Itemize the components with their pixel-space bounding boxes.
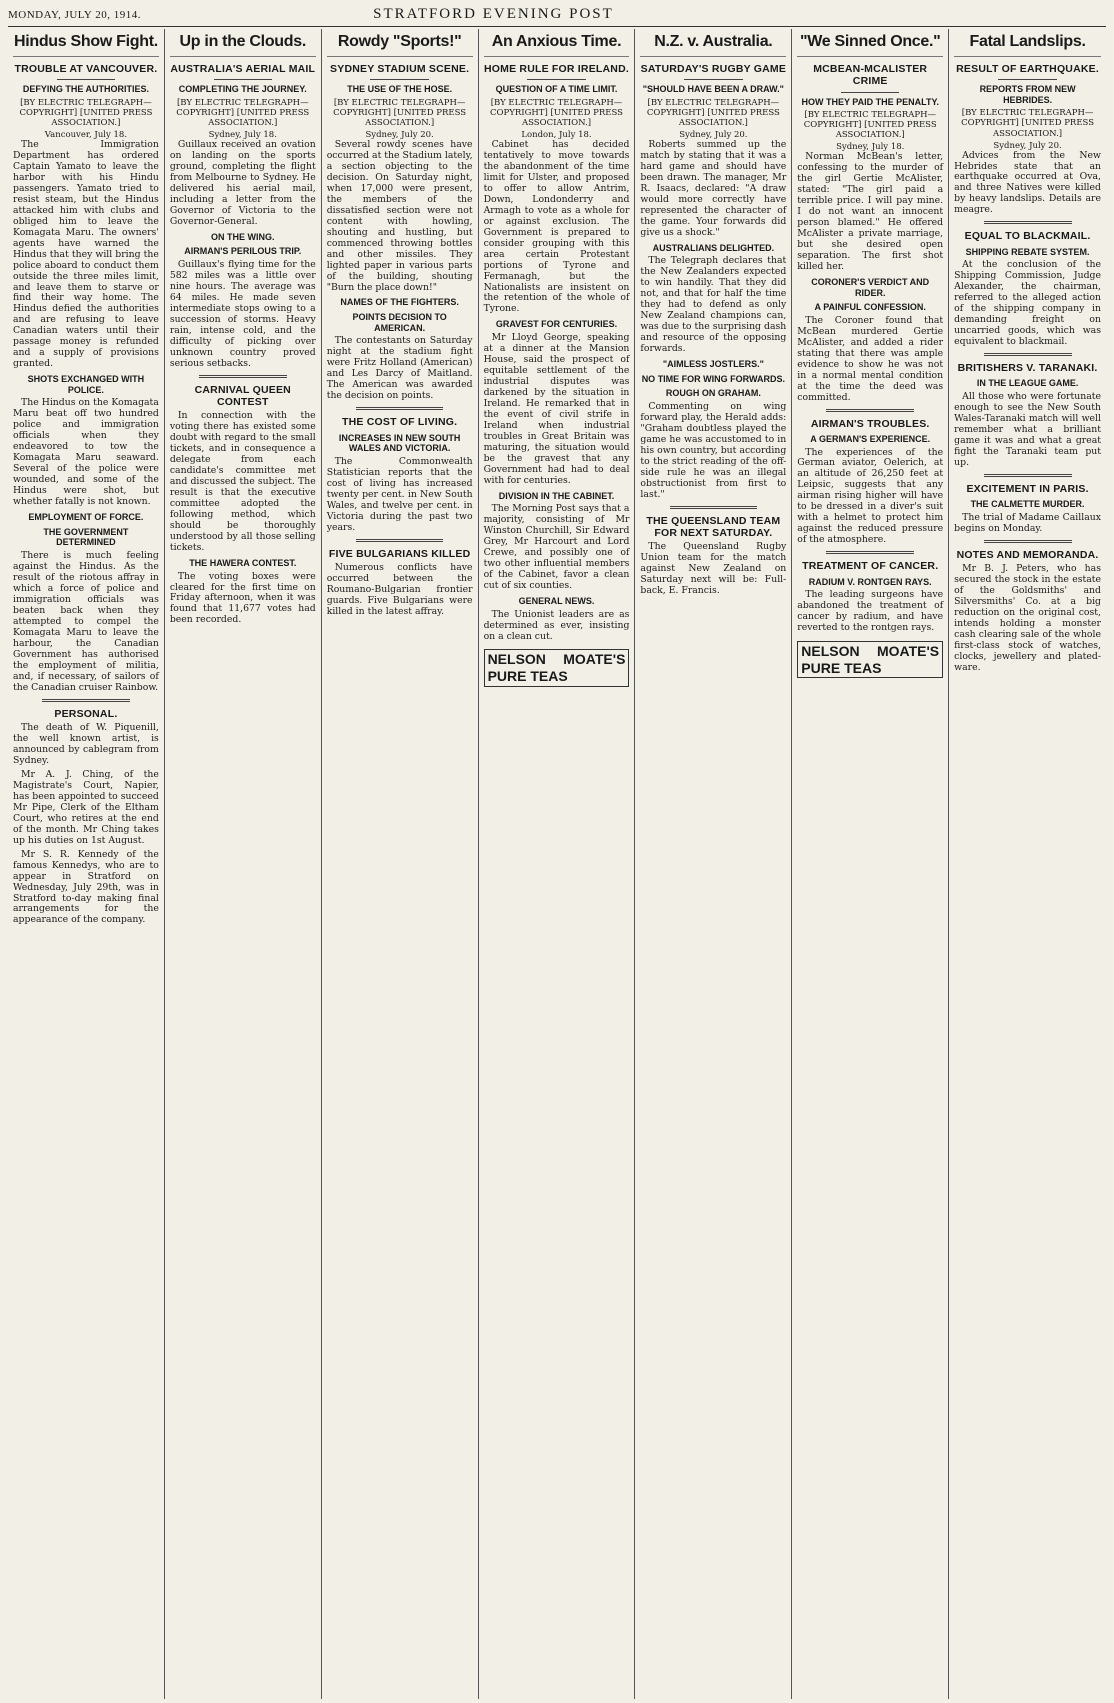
paragraph: The death of W. Piquenill, the well known artist, is announced by cablegram from Sydney. xyxy=(13,721,159,766)
dateline: London, July 18. xyxy=(521,129,592,140)
section-heading: AIRMAN'S TROUBLES. xyxy=(810,417,930,430)
paragraph: Guillaux received an ovation on landing on the sports ground, completing the flight from Melbourne to Sydney. He delivered his aerial mail, including a letter from the Governor of Victoria to the Governor-General. xyxy=(169,138,316,227)
subheading: NAMES OF THE FIGHTERS. xyxy=(340,297,459,308)
subheading: "AIMLESS JOSTLERS." xyxy=(662,358,764,369)
subheading: REPORTS FROM NEW HEBRIDES. xyxy=(979,84,1076,105)
section-heading: PERSONAL. xyxy=(54,707,118,720)
section-heading: FIVE BULGARIANS KILLED xyxy=(328,547,471,560)
paragraph: In connection with the voting there has existed some doubt with regard to the small tickets, and in consequence a delegate from each candidate's committee met and discussed the subject. The result is that the executive committee adopted the following method, which should be thoroughly understood by all those selling tickets. xyxy=(169,410,316,553)
paragraph: At the conclusion of the Shipping Commission, Judge Alexander, the chairman, referred to the alleged action of the shipping company in demanding freight on uncarried goods, which was equivalent to blackmail. xyxy=(954,259,1101,348)
subheading: THE HAWERA CONTEST. xyxy=(189,557,297,568)
subheading: TROUBLE AT VANCOUVER. xyxy=(14,62,158,75)
article-aerial-mail xyxy=(165,29,322,1699)
paragraph: Mr A. J. Ching, of the Magistrate's Court, Napier, has been appointed to succeed Mr Pipe, Clerk of the Eltham Court, who retires at the end of the month. Mr Ching takes up his duties on 1st August. xyxy=(13,768,159,846)
subheading: COMPLETING THE JOURNEY. xyxy=(178,84,307,95)
wire-credit: [BY ELECTRIC TELEGRAPH—COPYRIGHT] [UNITED PRESS ASSOCIATION.] xyxy=(961,108,1095,139)
masthead xyxy=(8,6,1106,27)
headline: Rowdy "Sports!" xyxy=(327,33,473,57)
subheading: SYDNEY STADIUM SCENE. xyxy=(330,62,470,75)
dateline: Sydney, July 20. xyxy=(679,129,748,140)
paragraph: Commenting on wing forward play, the Herald adds: "Graham doubtless played the game he was accustomed to in his own country, but according to the strict reading of the off-side rule he was an illegal obstructionist from first to last." xyxy=(640,400,787,500)
subheading: CORONER'S VERDICT AND RIDER. xyxy=(811,276,930,298)
paper-title: STRATFORD EVENING POST xyxy=(373,6,614,22)
wire-credit: [BY ELECTRIC TELEGRAPH—COPYRIGHT] [UNITED PRESS ASSOCIATION.] xyxy=(803,110,937,141)
section-heading: THE QUEENSLAND TEAM FOR NEXT SATURDAY. xyxy=(646,514,781,539)
section-heading: EQUAL TO BLACKMAIL. xyxy=(964,230,1091,243)
section-heading: EXCITEMENT IN PARIS. xyxy=(966,482,1089,495)
headline: "We Sinned Once." xyxy=(797,33,943,57)
subheading: ROUGH ON GRAHAM. xyxy=(665,388,761,399)
headline: N.Z. v. Australia. xyxy=(640,33,786,57)
subheading: INCREASES IN NEW SOUTH WALES AND VICTORIA. xyxy=(338,432,461,454)
wire-credit: [BY ELECTRIC TELEGRAPH—COPYRIGHT] [UNITED PRESS ASSOCIATION.] xyxy=(333,97,467,128)
dateline: Sydney, July 18. xyxy=(208,129,277,140)
paragraph: Cabinet has decided tentatively to move towards the abandonment of the time limit for Ulster, and proposed to offer to allow Antrim, Down, Londonderry and Armagh to vote as a whole for or against exclusion. The Government is prepared to consider grouping with this area certain Protestant portions of Tyrone and Fermanagh, but the Nationalists are insistent on the retention of the whole of Tyrone. xyxy=(483,138,630,315)
dateline: Sydney, July 20. xyxy=(365,129,434,140)
paragraph: Mr S. R. Kennedy of the famous Kennedys, who are to appear in Stratford on Wednesday, July 29th, was in Stratford to-day making final arrangements for the appearance of the company. xyxy=(13,848,159,926)
subheading: THE GOVERNMENT DETERMINED xyxy=(43,526,129,548)
subheading: HOW THEY PAID THE PENALTY. xyxy=(801,96,939,107)
paragraph: The Coroner found that McBean murdered Gertie McAlister, and added a rider stating that there was ample evidence to show he was not in a normal mental condition at the time the deed was committed. xyxy=(797,314,944,403)
subheading: GENERAL NEWS. xyxy=(518,595,595,606)
paragraph: The Hindus on the Komagata Maru beat off two hundred police and immigration officials when they endeavored to tow the Komagata Maru seaward. Several of the police were wounded, and some of the Hindus were shot, but whether fatally is not known. xyxy=(13,397,159,508)
paragraph: Mr B. J. Peters, who has secured the stock in the estate of the Goldsmiths' and Silversmiths' Co. at a big reduction on the original cost, intends holding a monster cash clearing sale of the whole first-class stock of watches, clocks, jewellery and plated-ware. xyxy=(954,563,1101,673)
headline: Hindus Show Fight. xyxy=(13,33,159,57)
paragraph: Norman McBean's letter, confessing to the murder of the girl Gertie McAlister, stated: "The girl paid a terrible price. I will pay mine. I do not want an innocent person blamed." He offered McAlister a private marriage, but she desired open separation. The first shot killed her. xyxy=(797,151,944,272)
subheading: "SHOULD HAVE BEEN A DRAW." xyxy=(642,84,784,95)
subheading: SHOTS EXCHANGED WITH POLICE. xyxy=(27,374,145,395)
subheading: EMPLOYMENT OF FORCE. xyxy=(28,512,144,523)
paragraph: Numerous conflicts have occurred between the Roumano-Bulgarian frontier guards. Five Bulgarians were killed in the latest affray. xyxy=(326,561,473,617)
wire-credit: [BY ELECTRIC TELEGRAPH—COPYRIGHT] [UNITED PRESS ASSOCIATION.] xyxy=(490,97,623,128)
subheading: ON THE WING. xyxy=(211,231,275,242)
subheading: A PAINFUL CONFESSION. xyxy=(814,302,926,313)
subheading: QUESTION OF A TIME LIMIT. xyxy=(495,84,618,95)
advertisement: NELSON MOATE'S PURE TEAS xyxy=(797,641,943,678)
subheading: NO TIME FOR WING FORWARDS. xyxy=(641,373,786,384)
paragraph: Roberts summed up the match by stating that it was a hard game and should have been drawn. The manager, Mr R. Isaacs, declared: "A draw would more correctly have represented the character of the game. Your forwards did give us a shock." xyxy=(640,138,787,238)
paragraph: The Unionist leaders are as determined as ever, insisting on a clean cut. xyxy=(483,608,630,642)
subheading: AUSTRALIA'S AERIAL MAIL xyxy=(170,62,316,75)
dateline: Sydney, July 18. xyxy=(836,142,905,153)
issue-date: MONDAY, JULY 20, 1914. xyxy=(8,9,141,21)
paragraph: All those who were fortunate enough to see the New South Wales-Taranaki match will well remember what a brilliant game it was and what a great fight the Taranaki team put up. xyxy=(954,391,1101,468)
section-heading: TREATMENT OF CANCER. xyxy=(802,560,939,573)
subheading: RADIUM V. RONTGEN RAYS. xyxy=(808,576,932,587)
subheading: GRAVEST FOR CENTURIES. xyxy=(495,319,618,330)
dateline: Sydney, July 20. xyxy=(993,140,1062,151)
wire-credit: [BY ELECTRIC TELEGRAPH—COPYRIGHT] [UNITED PRESS ASSOCIATION.] xyxy=(19,97,153,128)
section-heading: THE COST OF LIVING. xyxy=(342,416,458,429)
article-stadium xyxy=(322,29,479,1699)
paragraph: Guillaux's flying time for the 582 miles was a little over nine hours. The average was 64 miles. He made seven intermediate stops owing to a succession of storms. Heavy rain, intense cold, and the difficulty of picking over unknown country proved serious setbacks. xyxy=(169,258,316,369)
headline: Up in the Clouds. xyxy=(170,33,316,57)
subheading: A GERMAN'S EXPERIENCE. xyxy=(810,433,931,444)
paragraph: The contestants on Saturday night at the stadium fight were Fritz Holland (American) and Les Darcy of Maitland. The American was awarded the decision on points. xyxy=(326,335,473,402)
subheading: POINTS DECISION TO AMERICAN. xyxy=(352,312,447,333)
paragraph: Several rowdy scenes have occurred at the Stadium lately, a section objecting to the decision. On Saturday night, when 17,000 were present, the members of the dissatisfied section were not content with howling, shouting and hustling, but commenced throwing bottles and other missiles. They lighted paper in various parts of the building, shouting "Burn the place down!" xyxy=(326,138,473,293)
paragraph: The Morning Post says that a majority, consisting of Mr Winston Churchill, Sir Edward Grey, Mr Harcourt and Lord Crewe, and possibly one of two other influential members of the Cabinet, favor a clean cut of six counties. xyxy=(483,503,630,591)
article-mcbean xyxy=(792,29,949,1699)
subheading: DIVISION IN THE CABINET. xyxy=(498,490,615,501)
section-heading: NOTES AND MEMORANDA. xyxy=(956,548,1099,561)
subheading: RESULT OF EARTHQUAKE. xyxy=(956,62,1099,75)
subheading: IN THE LEAGUE GAME. xyxy=(976,378,1079,389)
paragraph: The Commonwealth Statistician reports that the cost of living has increased twenty per cent. in New South Wales, and twelve per cent. in Victoria during the past two years. xyxy=(326,455,473,533)
headline: Fatal Landslips. xyxy=(954,33,1101,57)
subheading: THE USE OF THE HOSE. xyxy=(347,84,453,95)
paragraph: The trial of Madame Caillaux begins on Monday. xyxy=(954,511,1101,534)
article-rugby xyxy=(635,29,792,1699)
subheading: DEFYING THE AUTHORITIES. xyxy=(22,84,149,95)
headline: An Anxious Time. xyxy=(484,33,630,57)
paragraph: The Queensland Rugby Union team for the match against New Zealand on Saturday next will be: Full-back, E. Francis. xyxy=(640,541,787,597)
subheading: AIRMAN'S PERILOUS TRIP. xyxy=(184,246,302,257)
paragraph: The Immigration Department has ordered Captain Yamato to leave the harbor with his Hindu passengers. Yamato tried to resist steam, but the Hindus attacked him with clubs and obliged him to leave the Komagata Maru. The owners' agents have warned the Hindus that they will bring the police aboard to conduct them outside the three miles limit, and leave them to starve or find their way home. The Hindus defied the authorities and are refusing to leave Canadian waters until their passage money is refunded and a supply of provisions granted. xyxy=(13,138,159,370)
subheading: HOME RULE FOR IRELAND. xyxy=(484,62,629,75)
article-landslips xyxy=(949,29,1106,1699)
paragraph: The leading surgeons have abandoned the treatment of cancer by radium, and have reverted to the rontgen rays. xyxy=(797,589,944,634)
subheading: SHIPPING REBATE SYSTEM. xyxy=(965,246,1090,257)
section-heading: BRITISHERS V. TARANAKI. xyxy=(957,362,1098,375)
article-hindus xyxy=(8,29,165,1699)
subheading: MCBEAN-MCALISTER CRIME xyxy=(813,62,928,88)
article-home-rule xyxy=(479,29,636,1699)
wire-credit: [BY ELECTRIC TELEGRAPH—COPYRIGHT] [UNITED PRESS ASSOCIATION.] xyxy=(176,97,310,128)
subheading: SATURDAY'S RUGBY GAME xyxy=(640,62,787,75)
subheading: THE CALMETTE MURDER. xyxy=(970,499,1085,510)
dateline: Vancouver, July 18. xyxy=(44,129,128,140)
paragraph: There is much feeling against the Hindus. As the result of the riotous affray in which a force of police and immigration officials was beaten back when they attempted to compel the Komagata Maru to leave the harbour, the Canadian Government has authorised the employment of militia, and, if necessary, of sailors of the Canadian cruiser Rainbow. xyxy=(13,550,159,693)
subheading: AUSTRALIANS DELIGHTED. xyxy=(652,242,775,253)
wire-credit: [BY ELECTRIC TELEGRAPH—COPYRIGHT] [UNITED PRESS ASSOCIATION.] xyxy=(646,97,780,128)
paragraph: Advices from the New Hebrides state that an earthquake occurred at Ova, and three Natives were killed by heavy landslips. Details are meagre. xyxy=(954,149,1101,216)
paragraph: The experiences of the German aviator, Oelerich, at an altitude of 26,250 feet at Leipsic, suggests that any airman rising higher will have to be dressed in a diver's suit with a helmet to protect him against the reduced pressure of the atmosphere. xyxy=(797,446,944,546)
paragraph: The Telegraph declares that the New Zealanders expected to win handily. That they did not, and that for half the time they had to defend as only New Zealand champions can, was due to the surprising dash and resource of the opposing forwards. xyxy=(640,255,787,354)
paragraph: The voting boxes were cleared for the first time on Friday afternoon, when it was found that 11,677 votes had been recorded. xyxy=(169,570,316,626)
section-heading: CARNIVAL QUEEN CONTEST xyxy=(194,383,291,408)
advertisement: NELSON MOATE'S PURE TEAS xyxy=(484,649,630,686)
paragraph: Mr Lloyd George, speaking at a dinner at the Mansion House, said the prospect of equitable settlement of the industrial disputes was darkened by the situation in Ireland. He remarked that in the event of civil strife in Ireland when industrial troubles in Great Britain was maturing, the situation would be the gravest that any Government had had to deal with for centuries. xyxy=(483,332,630,486)
